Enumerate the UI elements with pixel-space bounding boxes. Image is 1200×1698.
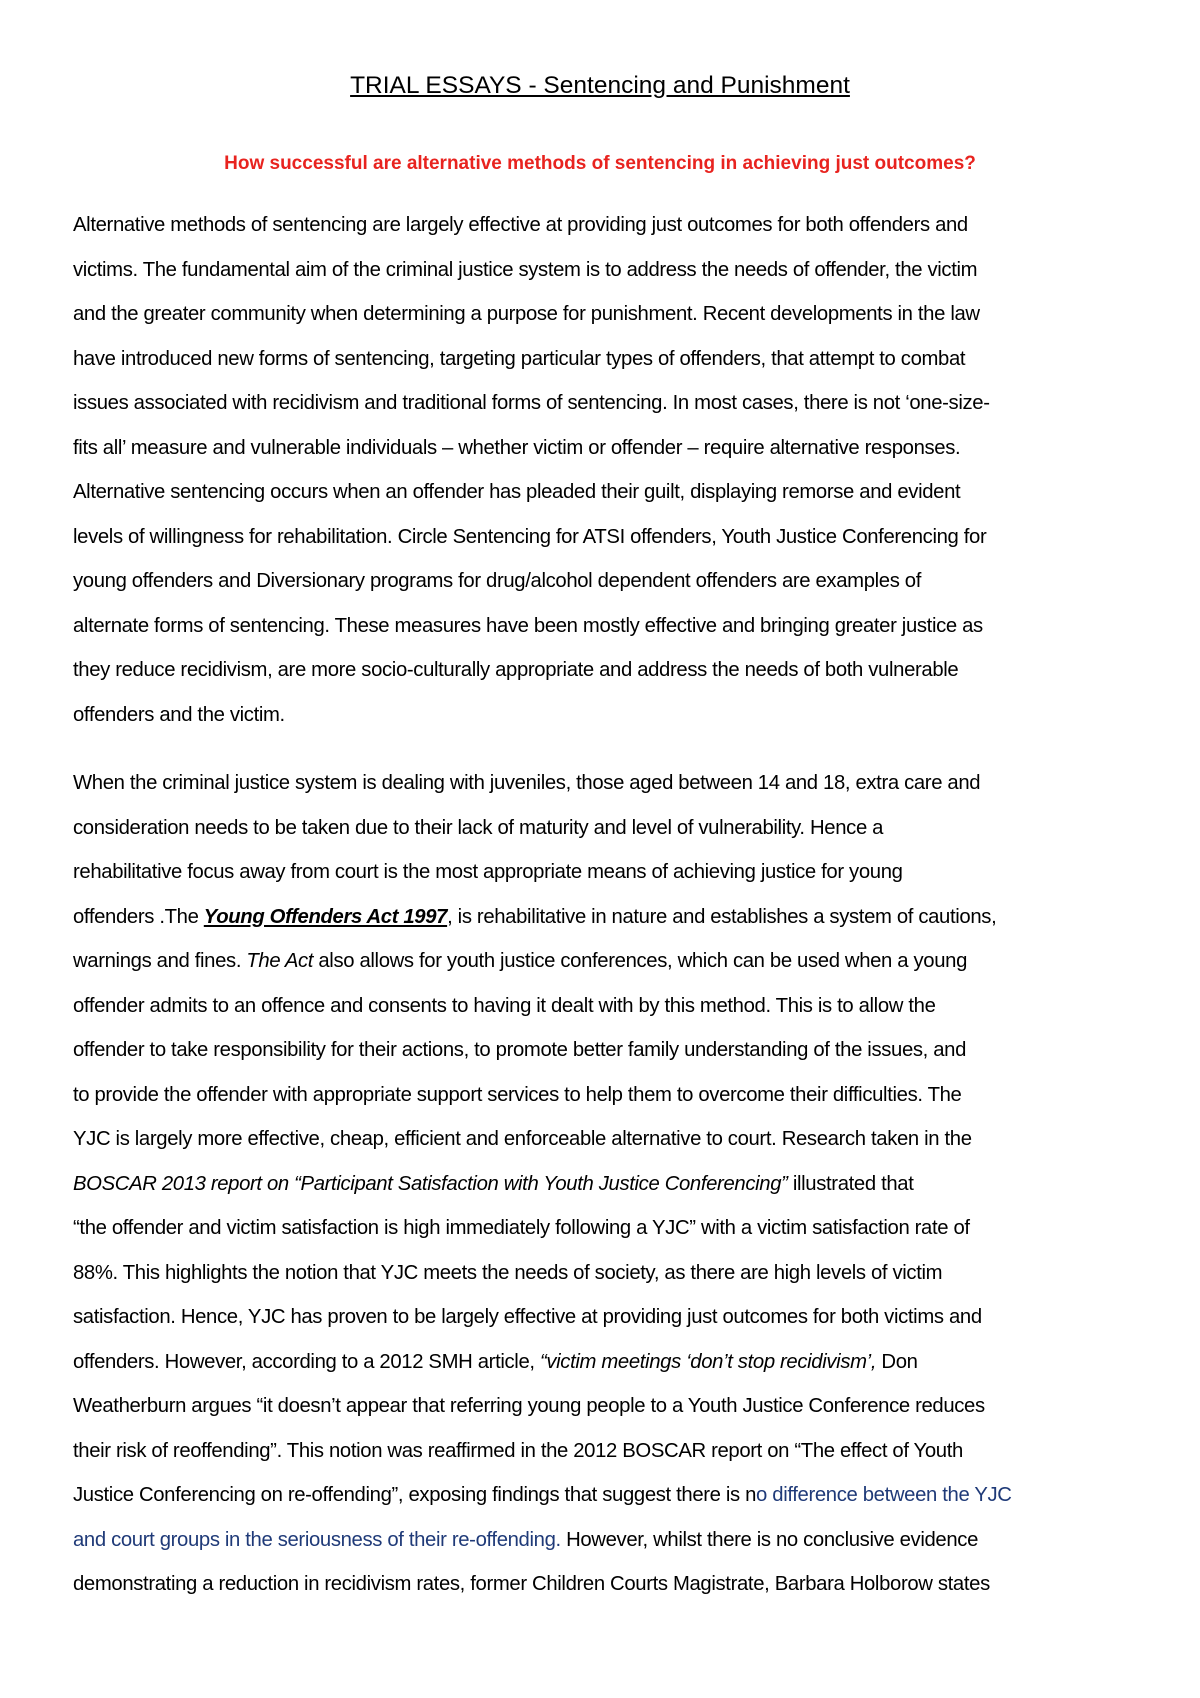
text-line: 88%. This highlights the notion that YJC meets the needs of society, as there are high levels of victim <box>73 1261 943 1284</box>
text-line: young offenders and Diversionary programs for drug/alcohol dependent offenders are examples of <box>73 570 921 592</box>
text-run: Justice Conferencing on re-offending”, exposing findings that suggest there is n <box>73 1484 757 1506</box>
paragraph-youth-justice <box>73 761 1138 1607</box>
text-run: offenders .The <box>73 905 204 928</box>
text-line: satisfaction. Hence, YJC has proven to be largely effective at providing just outcomes for both victims and <box>73 1306 982 1328</box>
report-citation: BOSCAR 2013 report on “Participant Satisfaction with Youth Justice Conferencing” <box>73 1172 788 1195</box>
text-line: alternate forms of sentencing. These measures have been mostly effective and bringing greater justice as <box>73 614 983 637</box>
text-run: , is rehabilitative in nature and establishes a system of cautions, <box>447 905 997 928</box>
paragraph-introduction <box>73 203 1138 737</box>
text-line: their risk of reoffending”. This notion was reaffirmed in the 2012 BOSCAR report on “The effect of Youth <box>73 1439 963 1462</box>
highlighted-finding: o difference between the YJC <box>756 1484 1012 1506</box>
text-line: offender to take responsibility for their actions, to promote better family understanding of the issues, and <box>73 1039 967 1061</box>
text-line: Alternative methods of sentencing are largely effective at providing just outcomes for both offenders and <box>73 214 968 236</box>
text-run: illustrated that <box>787 1172 914 1195</box>
text-line: consideration needs to be taken due to their lack of maturity and level of vulnerability. Hence a <box>73 816 884 839</box>
text-run: warnings and fines. <box>73 950 247 972</box>
text-run: offenders. However, according to a 2012 SMH article, <box>73 1350 540 1373</box>
document-title: TRIAL ESSAYS - Sentencing and Punishment <box>350 72 850 99</box>
text-line: fits all’ measure and vulnerable individuals – whether victim or offender – require alternative responses. <box>73 436 961 459</box>
text-line: they reduce recidivism, are more socio-culturally appropriate and address the needs of both vulnerable <box>73 659 959 681</box>
text-line: “the offender and victim satisfaction is high immediately following a YJC” with a victim satisfaction rate of <box>73 1217 970 1239</box>
text-line: Alternative sentencing occurs when an offender has pleaded their guilt, displaying remorse and evident <box>73 481 961 503</box>
text-line <box>73 1162 1138 1207</box>
text-line: rehabilitative focus away from court is the most appropriate means of achieving justice for young <box>73 861 903 883</box>
text-line <box>73 939 1138 984</box>
text-line: offenders and the victim. <box>73 703 285 726</box>
text-line: demonstrating a reduction in recidivism rates, former Children Courts Magistrate, Barbara Holborow states <box>73 1573 990 1595</box>
text-run: also allows for youth justice conferences, which can be used when a young <box>313 950 967 972</box>
essay-question: How successful are alternative methods of sentencing in achieving just outcomes? <box>224 153 976 174</box>
text-line: levels of willingness for rehabilitation. Circle Sentencing for ATSI offenders, Youth Justice Conferencing for <box>73 525 987 548</box>
text-line: issues associated with recidivism and traditional forms of sentencing. In most cases, there is not ‘one-size- <box>73 392 990 414</box>
text-line: Weatherburn argues “it doesn’t appear that referring young people to a Youth Justice Conference reduces <box>73 1395 985 1417</box>
text-line <box>73 1340 1138 1385</box>
highlighted-finding: and court groups in the seriousness of their re-offending. <box>73 1528 561 1551</box>
text-line: YJC is largely more effective, cheap, efficient and enforceable alternative to court. Research taken in the <box>73 1128 972 1150</box>
text-line <box>73 1473 1138 1518</box>
italic-reference: The Act <box>246 950 314 972</box>
text-line: and the greater community when determining a purpose for punishment. Recent developments in the law <box>73 303 980 325</box>
text-line <box>73 895 1138 940</box>
text-line: When the criminal justice system is dealing with juveniles, those aged between 14 and 18, extra care and <box>73 772 981 794</box>
text-line: offender admits to an offence and consents to having it dealt with by this method. This is to allow the <box>73 994 936 1017</box>
text-line: have introduced new forms of sentencing, targeting particular types of offenders, that attempt to combat <box>73 347 966 370</box>
article-quote: “victim meetings ‘don’t stop recidivism’, <box>539 1350 877 1373</box>
act-citation: Young Offenders Act 1997 <box>203 905 448 928</box>
text-run: However, whilst there is no conclusive evidence <box>560 1528 979 1551</box>
text-line: to provide the offender with appropriate support services to help them to overcome their difficulties. The <box>73 1083 962 1106</box>
text-line <box>73 1518 1138 1563</box>
text-run: Don <box>876 1350 918 1373</box>
text-line: victims. The fundamental aim of the criminal justice system is to address the needs of offender, the victim <box>73 258 978 281</box>
